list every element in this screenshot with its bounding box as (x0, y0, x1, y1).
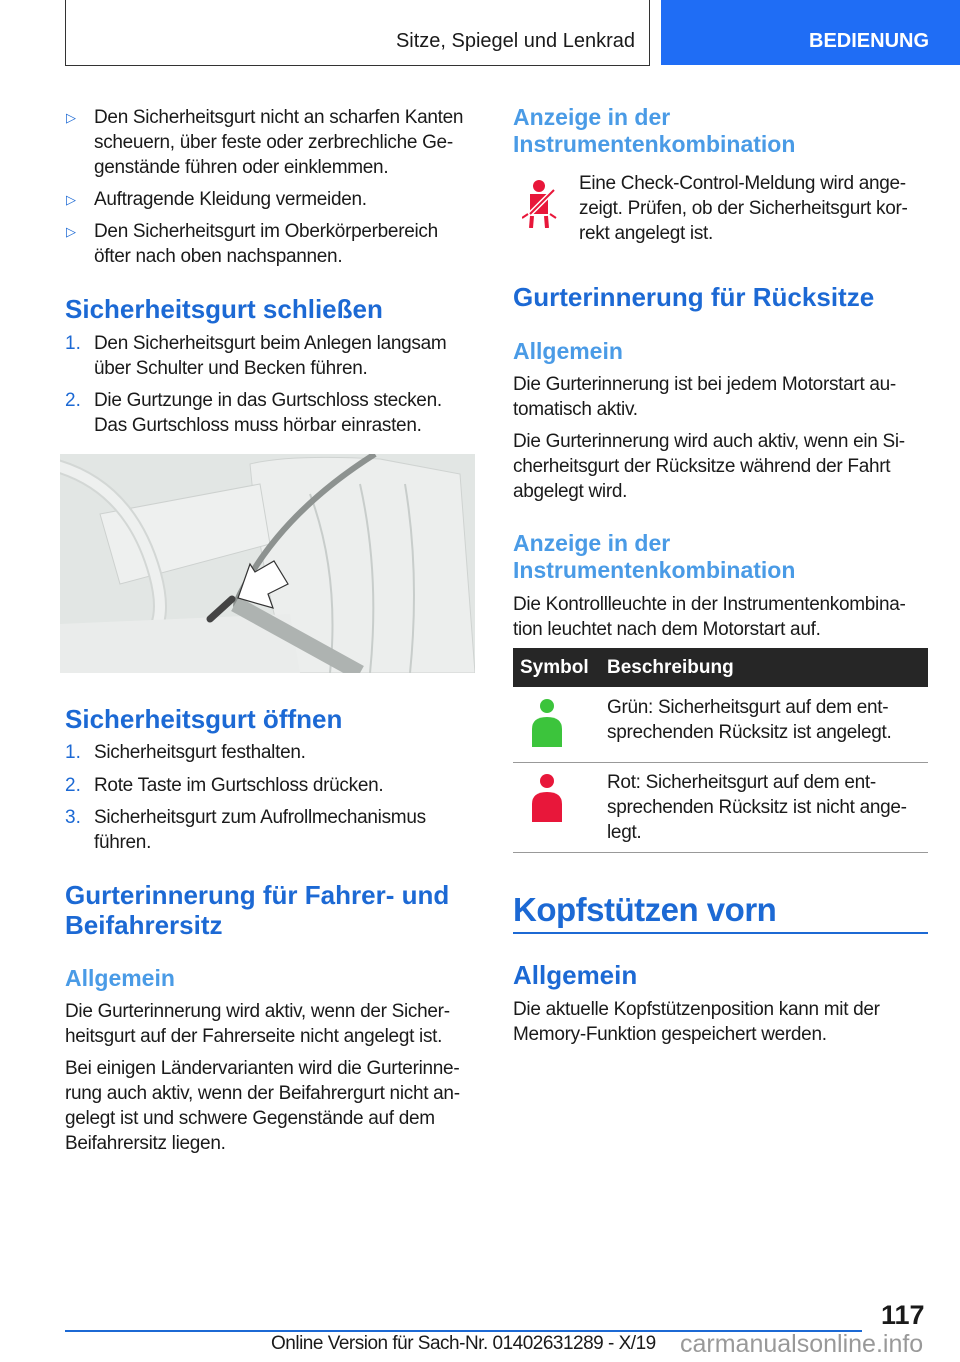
header-chapter: Sitze, Spiegel und Lenkrad (395, 30, 635, 52)
seatbelt-buckle-illustration (60, 454, 475, 673)
heading-front-reminder: Gurterinnerung für Fahrer- und Beifahrersitz (65, 880, 450, 940)
step-text: Sicherheitsgurt festhalten. (94, 742, 306, 763)
heading-open-belt: Sicherheitsgurt öffnen (65, 704, 343, 734)
paragraph: Die Kontrollleuchte in der Instrumentenkombina- tion leuchtet nach dem Motorstart auf. (513, 594, 906, 640)
subheading-general: Allgemein (65, 965, 175, 991)
step-text: Die Gurtzunge in das Gurtschloss stecken. Das Gurtschloss muss hörbar einrasten. (94, 390, 442, 436)
paragraph: Bei einigen Ländervarianten wird die Gurterinne- rung auch aktiv, wenn der Beifahrergurt nicht an- gelegt ist und schwere Gegenstände auf dem Beifahrersitz liegen. (65, 1058, 460, 1154)
step-number: 1. (65, 742, 81, 763)
paragraph: Die Gurterinnerung ist bei jedem Motorstart au- tomatisch aktiv. (513, 374, 896, 420)
paragraph: Die aktuelle Kopfstützenposition kann mit der Memory-Funktion gespeichert werden. (513, 999, 880, 1045)
heading-close-belt: Sicherheitsgurt schließen (65, 294, 383, 324)
subheading-general: Allgemein (513, 338, 623, 364)
table-cell-description: Rot: Sicherheitsgurt auf dem ent- sprechenden Rücksitz ist nicht ange- legt. (607, 772, 907, 843)
bullet-icon: ▷ (66, 224, 76, 239)
bullet-text: Auftragende Kleidung vermeiden. (94, 189, 367, 210)
subheading-display: Anzeige in der Instrumentenkombination (513, 104, 796, 157)
step-number: 1. (65, 333, 81, 354)
step-number: 2. (65, 390, 81, 411)
step-number: 2. (65, 775, 81, 796)
step-text: Sicherheitsgurt zum Aufrollmechanismus führen. (94, 807, 426, 853)
subheading-display: Anzeige in der Instrumentenkombination (513, 530, 796, 583)
subheading-general: Allgemein (513, 960, 638, 990)
symbol-table (513, 648, 928, 853)
watermark: carmanualsonline.info (680, 1330, 924, 1358)
bullet-text: Den Sicherheitsgurt nicht an scharfen Kanten scheuern, über feste oder zerbrechliche Ge- genstände führen oder einklemmen. (94, 107, 464, 178)
heading-rear-reminder: Gurterinnerung für Rücksitze (513, 282, 875, 312)
step-text: Rote Taste im Gurtschloss drücken. (94, 775, 384, 796)
heading-front-headrests: Kopfstützen vorn (513, 891, 777, 928)
page-number: 117 (881, 1300, 925, 1330)
step-number: 3. (65, 807, 81, 828)
red-seat-indicator-icon (530, 774, 564, 824)
bullet-icon: ▷ (66, 192, 76, 207)
bullet-text: Den Sicherheitsgurt im Oberkörperbereich öfter nach oben nachspannen. (94, 221, 438, 267)
seatbelt-warning-icon (522, 178, 562, 228)
table-cell-description: Grün: Sicherheitsgurt auf dem ent- sprechenden Rücksitz ist angelegt. (607, 697, 892, 743)
paragraph: Eine Check-Control-Meldung wird ange- zeigt. Prüfen, ob der Sicherheitsgurt kor- rekt angelegt ist. (579, 173, 908, 244)
step-text: Den Sicherheitsgurt beim Anlegen langsam über Schulter und Becken führen. (94, 333, 447, 379)
paragraph: Die Gurterinnerung wird aktiv, wenn der Sicher- heitsgurt auf der Fahrerseite nicht angelegt ist. (65, 1001, 450, 1047)
paragraph: Die Gurterinnerung wird auch aktiv, wenn ein Si- cherheitsgurt der Rücksitze während der Fahrt abgelegt wird. (513, 431, 905, 502)
bullet-icon: ▷ (66, 110, 76, 125)
header-section: BEDIENUNG (809, 30, 930, 52)
heading-divider (513, 932, 928, 934)
column-header-description: Beschreibung (607, 657, 734, 678)
column-header-symbol: Symbol (520, 657, 589, 678)
green-seat-indicator-icon (530, 699, 564, 749)
footer-text: Online Version für Sach-Nr. 01402631289 - X/19 (271, 1333, 656, 1354)
